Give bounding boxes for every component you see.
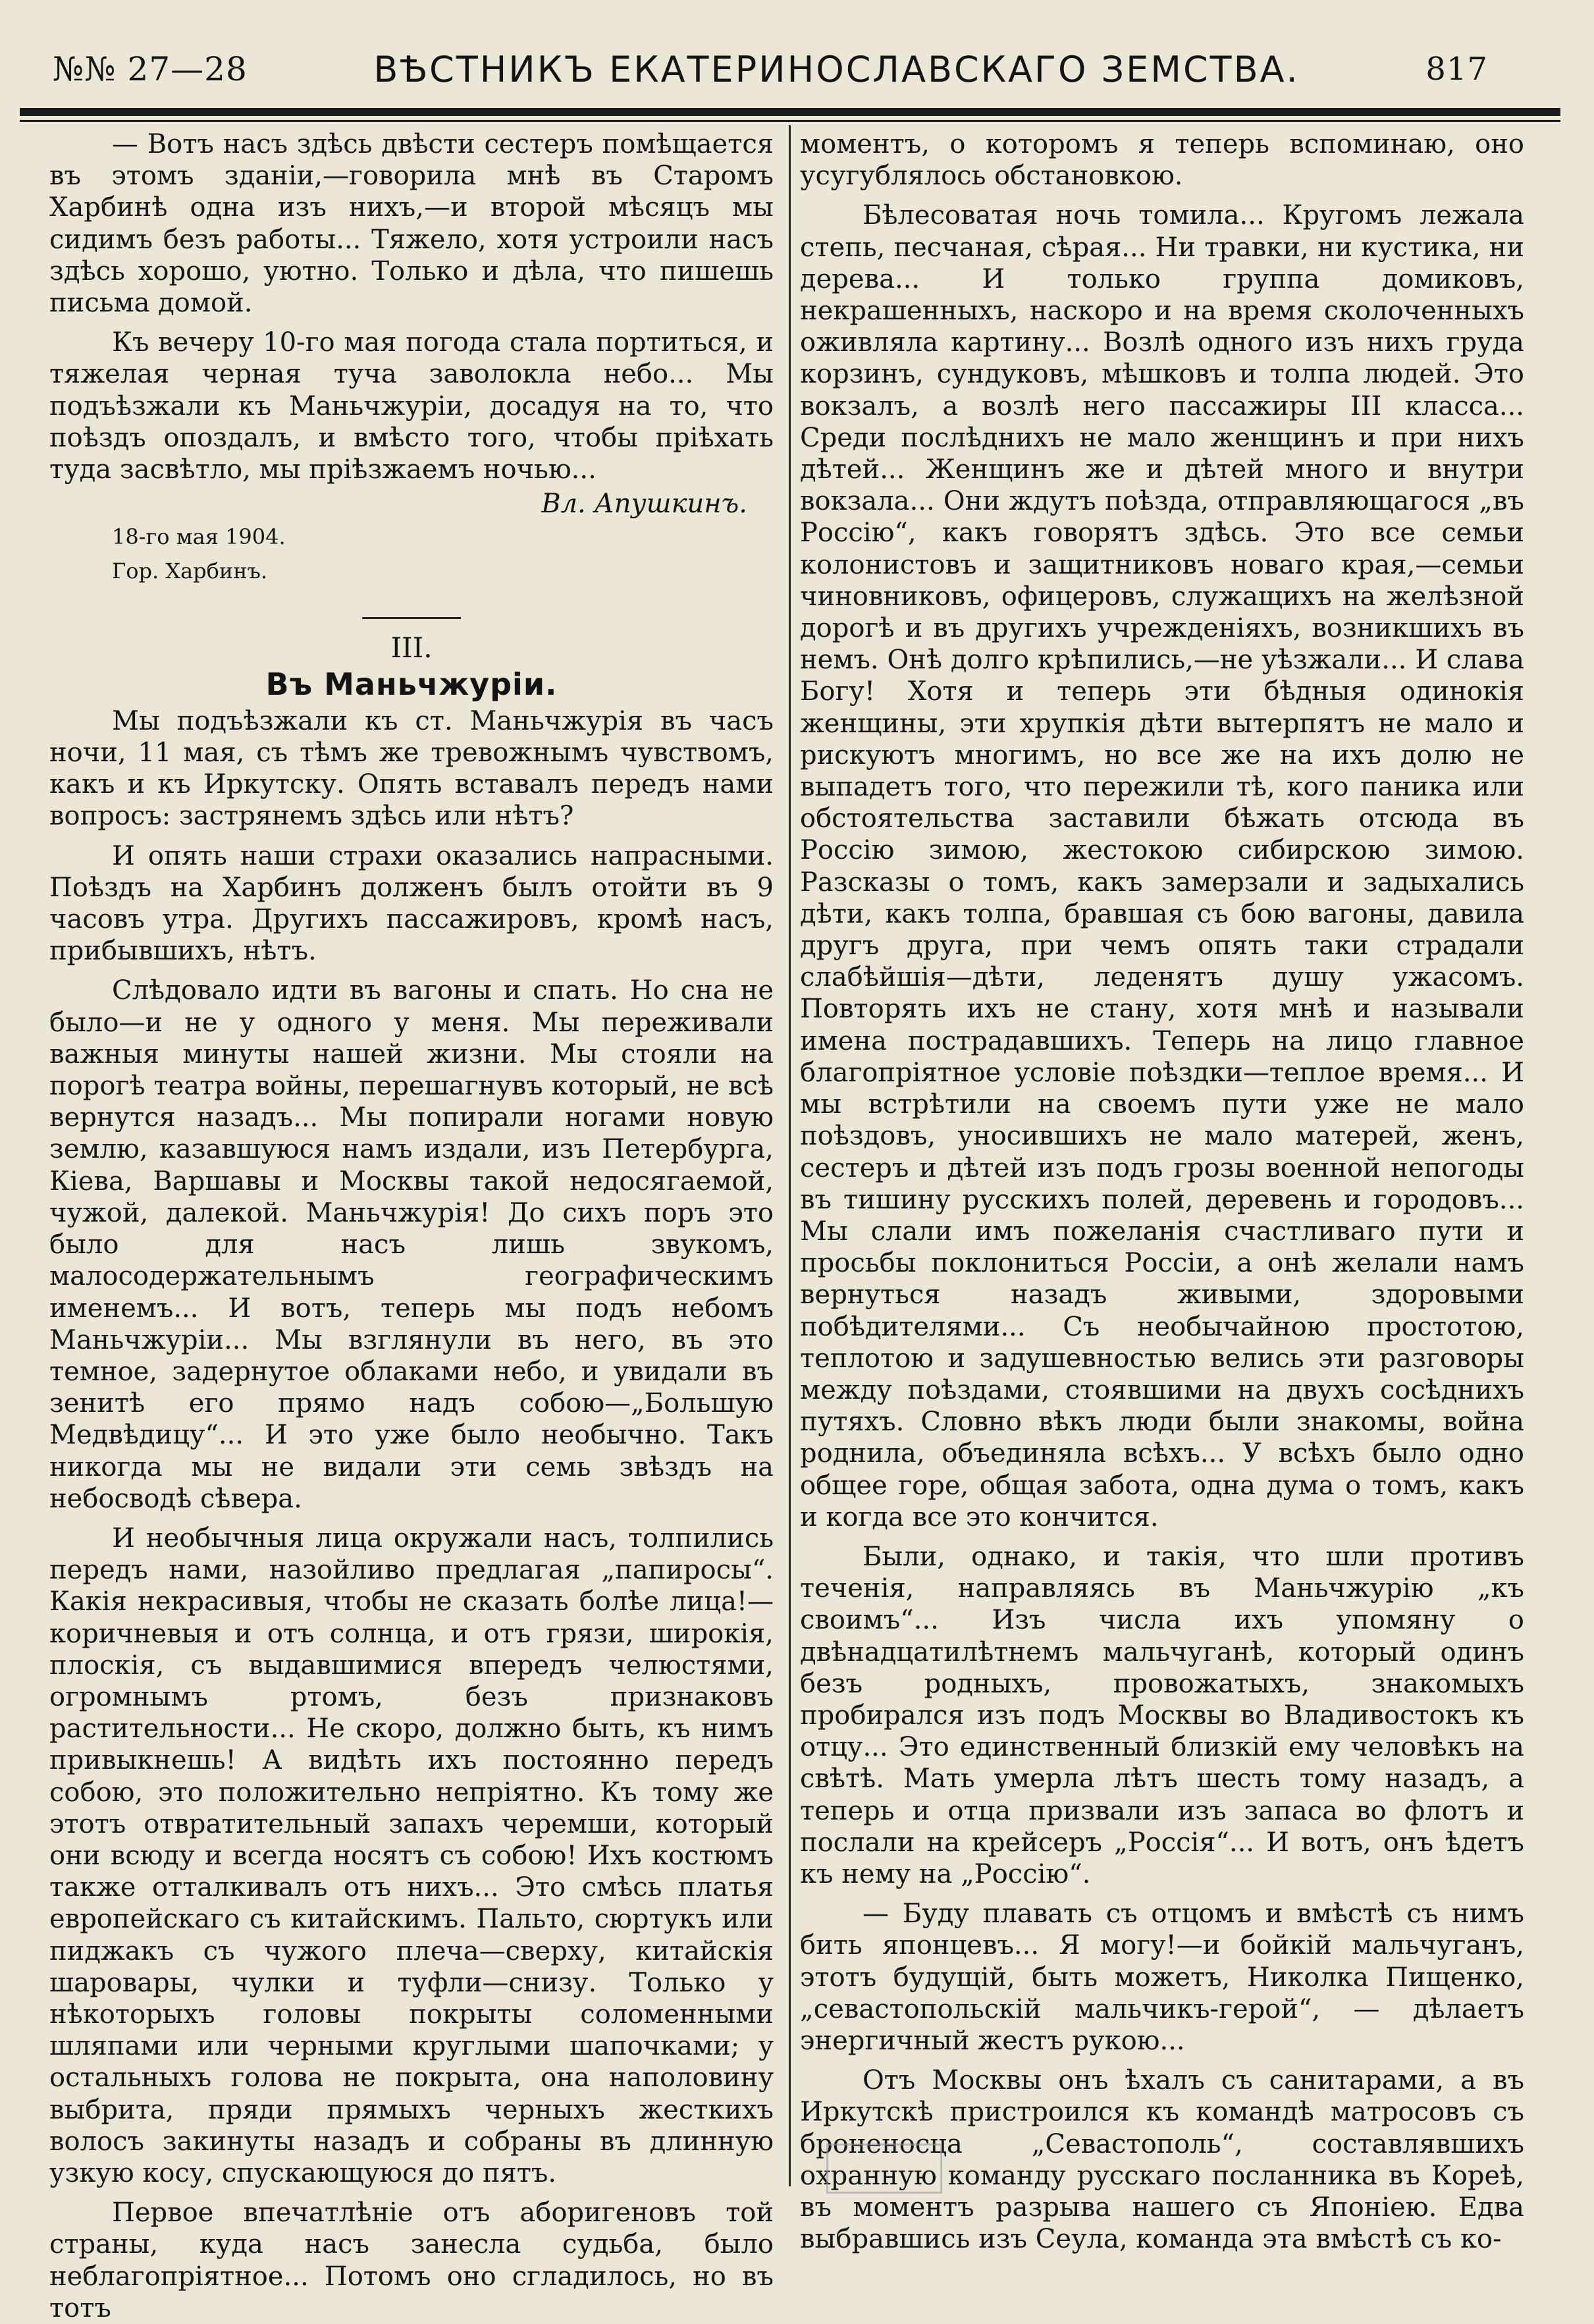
paragraph-continued: моментъ, о которомъ я теперь вспоминаю, оно усугублялось обстановкою. (800, 129, 1524, 192)
dateline-date: 18-го мая 1904. (112, 524, 286, 550)
section-title: Въ Маньчжуріи. (265, 666, 558, 702)
paragraph: Мы подъѣзжали къ ст. Маньчжурія въ часъ ночи, 11 мая, съ тѣмъ же тревожнымъ чувствомъ, какъ и къ Иркутску. Опять вставалъ передъ нами вопросъ: застрянемъ здѣсь или нѣтъ? (49, 705, 774, 832)
paragraph: Были, однако, и такія, что шли противъ теченія, направляясь въ Маньчжурію „къ своимъ“... Изъ числа ихъ упомяну о двѣнадцатилѣтнемъ мальчуганѣ, который одинъ безъ родныхъ, провожатыхъ, знакомыхъ пробирался изъ подъ Москвы во Владивостокъ къ отцу... Это единственный близкій ему человѣкъ на свѣтѣ. Мать умерла лѣтъ шесть тому назадъ, а теперь и отца призвали изъ запаса во флотъ и послали на крейсеръ „Россія“... И вотъ, онъ ѣдетъ къ нему на „Россію“. (800, 1541, 1524, 1889)
section-number: III. (390, 632, 433, 664)
column-divider (789, 125, 791, 2186)
paragraph: И необычныя лица окружали насъ, толпились передъ нами, назойливо предлагая „папиросы“. Какія некрасивыя, чтобы не сказать болѣе лица!—коричневыя и отъ солнца, и отъ грязи, широкія, плоскія, съ выдавшимися впередъ челюстями, огромнымъ ртомъ, безъ признаковъ растительности... Не скоро, должно быть, къ нимъ привыкнешь! А видѣть ихъ постоянно передъ собою, это положительно непріятно. Къ тому же этотъ отвратительный запахъ черемши, который они всюду и всегда носятъ съ собою! Ихъ костюмъ также отталкивалъ отъ нихъ... Это смѣсь платья европейскаго съ китайскимъ. Пальто, сюртукъ или пиджакъ съ чужого плеча—сверху, китайскія шаровары, чулки и туфли—снизу. Только у нѣкоторыхъ головы покрыты соломенными шляпами или черными круглыми шапочками; у остальныхъ голова не покрыта, она наполовину выбрита, пряди прямыхъ черныхъ жесткихъ волосъ закинуты назадъ и собраны въ длинную узкую косу, спускающуюся до пятъ. (49, 1523, 774, 2188)
paragraph: И опять наши страхи оказались напрасными. Поѣздъ на Харбинъ долженъ былъ отойти въ 9 часовъ утра. Другихъ пассажировъ, кромѣ насъ, прибывшихъ, нѣтъ. (49, 840, 774, 967)
left-column (49, 128, 774, 2324)
paragraph: — Вотъ насъ здѣсь двѣсти сестеръ помѣщается въ этомъ зданіи,—говорила мнѣ въ Старомъ Харбинѣ одна изъ нихъ,—и второй мѣсяцъ мы сидимъ безъ работы... Тяжело, хотя устроили насъ здѣсь хорошо, уютно. Только и дѣла, что пишешь письма домой. (49, 129, 774, 319)
paragraph: Отъ Москвы онъ ѣхалъ съ санитарами, а въ Иркутскѣ пристроился къ командѣ матросовъ съ броненосца „Севастополь“, составлявшихъ охранную команду русскаго посланника въ Кореѣ, въ моментъ разрыва нашего съ Японіею. Едва выбравшись изъ Сеула, команда эта вмѣстѣ съ ко- (800, 2065, 1524, 2255)
journal-title: ВѢСТНИКЪ ЕКАТЕРИНОСЛАВСКАГО ЗЕМСТВА. (373, 48, 1300, 90)
paragraph: Слѣдовало идти въ вагоны и спать. Но сна не было—и не у одного у меня. Мы переживали важныя минуты нашей жизни. Мы стояли на порогѣ театра войны, перешагнувъ который, не всѣ вернутся назадъ... Мы попирали ногами новую землю, казавшуюся намъ издали, изъ Петербурга, Кіева, Варшавы и Москвы такой недосягаемой, чужой, далекой. Маньчжурія! До сихъ поръ это было для насъ лишь звукомъ, малосодержательнымъ географическимъ именемъ... И вотъ, теперь мы подъ небомъ Маньчжуріи... Мы взглянули въ него, въ это темное, задернутое облаками небо, и увидали въ зенитѣ его прямо надъ собою—„Большую Медвѣдицу“... И это уже было необычно. Такъ никогда мы не видали эти семь звѣздъ на небосводѣ сѣвера. (49, 975, 774, 1514)
library-stamp (826, 2144, 942, 2194)
page-header (53, 33, 1488, 105)
header-rule-thin (20, 120, 1560, 122)
page-number: 817 (1425, 51, 1488, 88)
right-column (800, 128, 1524, 2255)
paragraph: — Буду плавать съ отцомъ и вмѣстѣ съ нимъ бить японцевъ... Я могу!—и бойкій мальчуганъ, этотъ будущій, быть можетъ, Николка Пищенко, „севастопольскій мальчикъ-герой“, — дѣлаетъ энергичный жестъ рукою... (800, 1899, 1524, 2056)
paragraph: Первое впечатлѣніе отъ аборигеновъ той страны, куда насъ занесла судьба, было неблагопріятное... Потомъ оно сгладилось, но въ тотъ (49, 2198, 774, 2323)
paragraph: Къ вечеру 10-го мая погода стала портиться, и тяжелая черная туча заволокла небо... Мы подъѣзжали къ Маньчжуріи, досадуя на то, что поѣздъ опоздалъ, и вмѣсто того, чтобы пріѣхать туда засвѣтло, мы пріѣзжаемъ ночью... (49, 327, 774, 485)
header-rule-thick (20, 108, 1560, 116)
issue-number: №№ 27—28 (53, 50, 248, 88)
author-signature: Вл. Апушкинъ. (541, 489, 747, 520)
paragraph: Бѣлесоватая ночь томила... Кругомъ лежала степь, песчаная, сѣрая... Ни травки, ни кустика, ни дерева... И только группа домиковъ, некрашенныхъ, наскоро и на время сколоченныхъ оживляла картину... Возлѣ одного изъ нихъ груда корзинъ, сундуковъ, мѣшковъ и толпа людей. Это вокзалъ, а возлѣ него пассажиры III класса... Среди послѣднихъ не мало женщинъ и при нихъ дѣтей... Женщинъ же и дѣтей много и внутри вокзала... Они ждутъ поѣзда, отправляющагося „въ Россію“, какъ говорятъ здѣсь. Это все семьи колонистовъ и защитниковъ новаго края,—семьи чиновниковъ, офицеровъ, служащихъ на желѣзной дорогѣ и въ другихъ учрежденіяхъ, возникшихъ въ немъ. Онѣ долго крѣпились,—не уѣзжали... И слава Богу! Хотя и теперь эти бѣдныя одинокія женщины, эти хрупкія дѣти вытерпятъ не мало и рискуютъ многимъ, но все же на ихъ долю не выпадетъ того, что пережили тѣ, кого паника или обстоятельства заставили бѣжать отсюда въ Россію зимою, жестокою сибирскою зимою. Разсказы о томъ, какъ замерзали и задыхались дѣти, какъ толпа, бравшая съ бою вагоны, давила другъ друга, при чемъ опять таки страдали слабѣйшія—дѣти, леденятъ душу ужасомъ. Повторять ихъ не стану, хотя мнѣ и называли имена пострадавшихъ. Теперь на лицо главное благопріятное условіе поѣздки—теплое время... И мы встрѣтили на своемъ пути уже не мало поѣздовъ, уносившихъ не мало матерей, женъ, сестеръ и дѣтей изъ подъ грозы военной непогоды въ тишину русскихъ полей, деревень и городовъ... Мы слали имъ пожеланія счастливаго пути и просьбы поклониться Россіи, а онѣ желали намъ вернуться назадъ живыми, здоровыми побѣдителями... Съ необычайною простотою, теплотою и задушевностью велись эти разговоры между поѣздами, стоявшими на двухъ сосѣднихъ путяхъ. Словно вѣкъ люди были знакомы, война роднила, объединяла всѣхъ... У всѣхъ было одно общее горе, общая забота, одна дума о томъ, какъ и когда все это кончится. (800, 200, 1524, 1532)
dateline-place: Гор. Харбинъ. (112, 558, 268, 584)
section-separator (362, 617, 461, 619)
